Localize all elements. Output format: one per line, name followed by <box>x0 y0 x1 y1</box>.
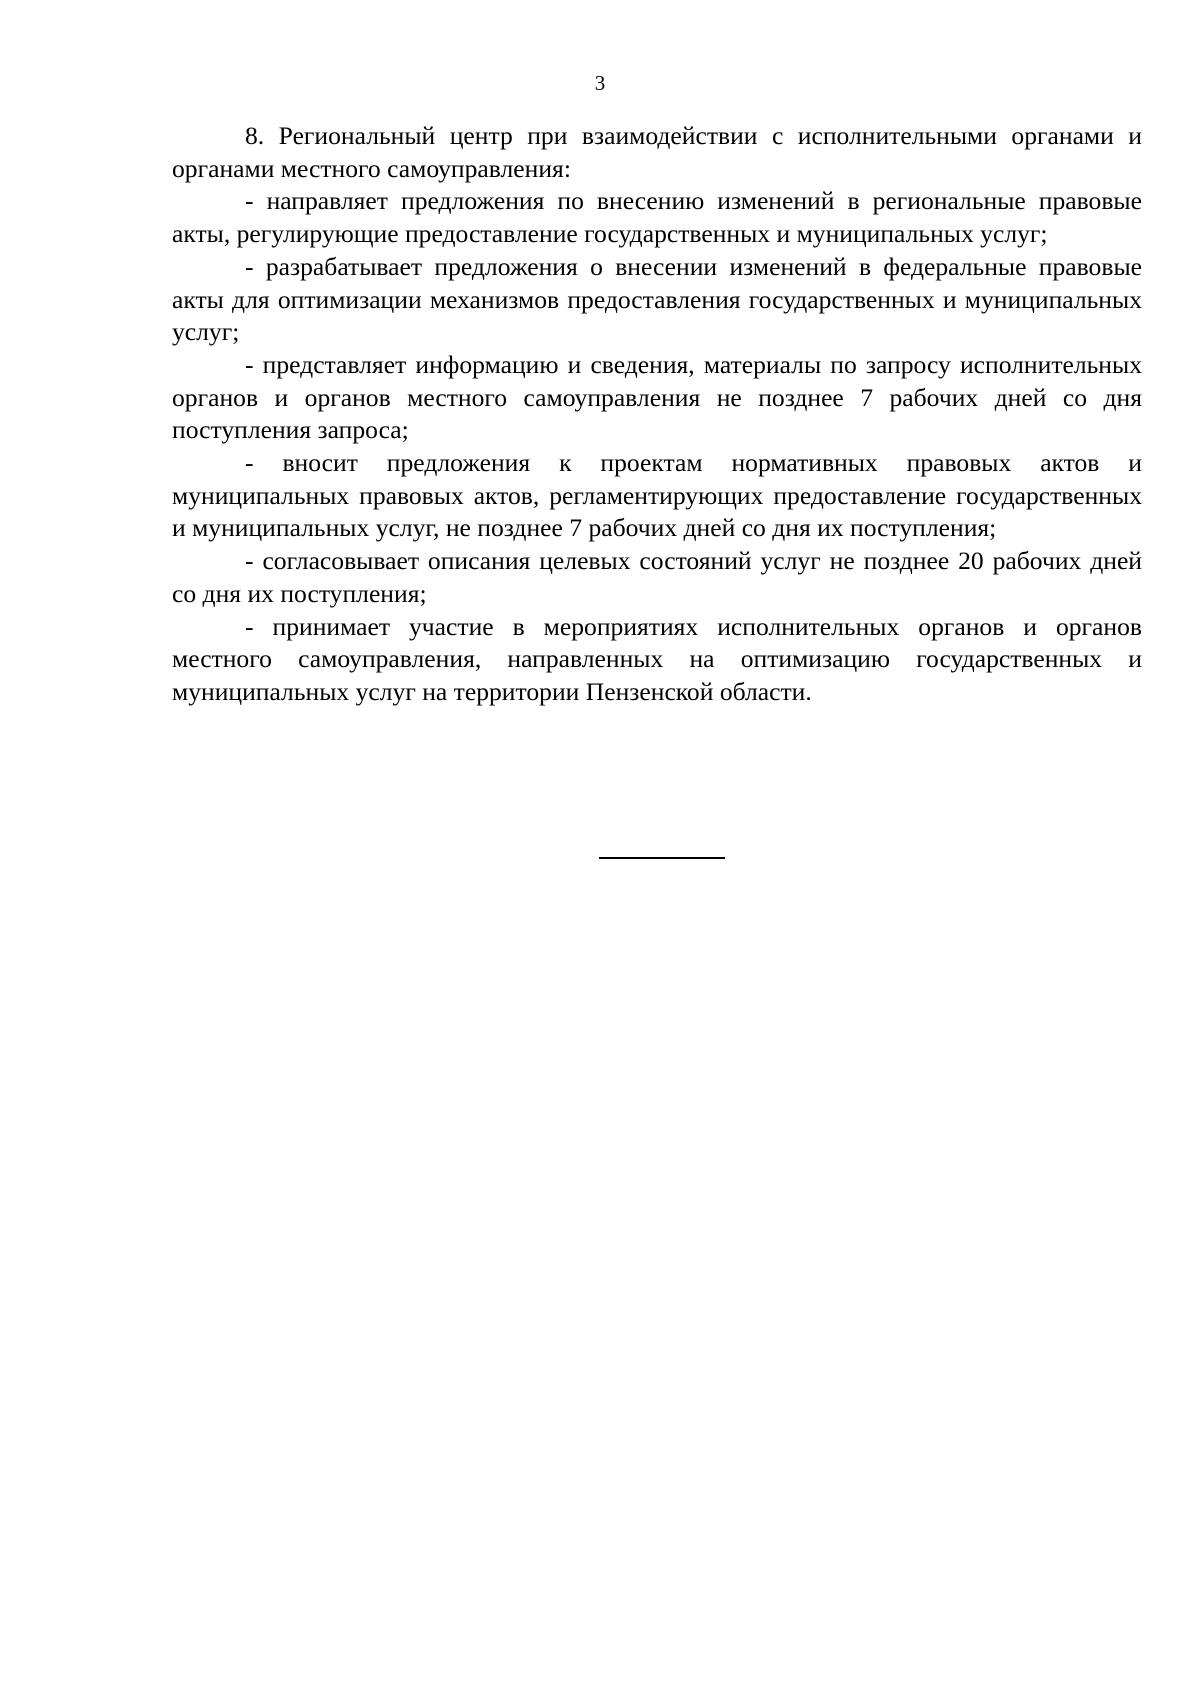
list-item: - согласовывает описания целевых состояний услуг не позднее 20 рабочих дней со дня их поступления; <box>172 546 1142 608</box>
list-item: - вносит предложения к проектам нормативных правовых актов и муниципальных правовых актов, регламентирующих предоставление государственных и муниципальных услуг, не позднее 7 рабочих дней со дня их поступления; <box>172 448 1142 543</box>
end-of-document-rule <box>599 857 725 859</box>
document-body <box>172 120 1142 709</box>
list-item: - разрабатывает предложения о внесении изменений в федеральные правовые акты для оптимизации механизмов предоставления государственных и муниципальных услуг; <box>172 251 1142 347</box>
paragraph-intro: 8. Региональный центр при взаимодействии с исполнительными органами и органами местного самоуправления: <box>172 121 1142 183</box>
list-item: - представляет информацию и сведения, материалы по запросу исполнительных органов и органов местного самоуправления не позднее 7 рабочих дней со дня поступления запроса; <box>172 349 1142 445</box>
list-item: - принимает участие в мероприятиях исполнительных органов и органов местного самоуправления, направленных на оптимизацию государственных и муниципальных услуг на территории Пензенской области. <box>172 611 1142 706</box>
list-item: - направляет предложения по внесению изменений в региональные правовые акты, регулирующие предоставление государственных и муниципальных услуг; <box>172 186 1142 249</box>
page-number: 3 <box>594 71 606 95</box>
